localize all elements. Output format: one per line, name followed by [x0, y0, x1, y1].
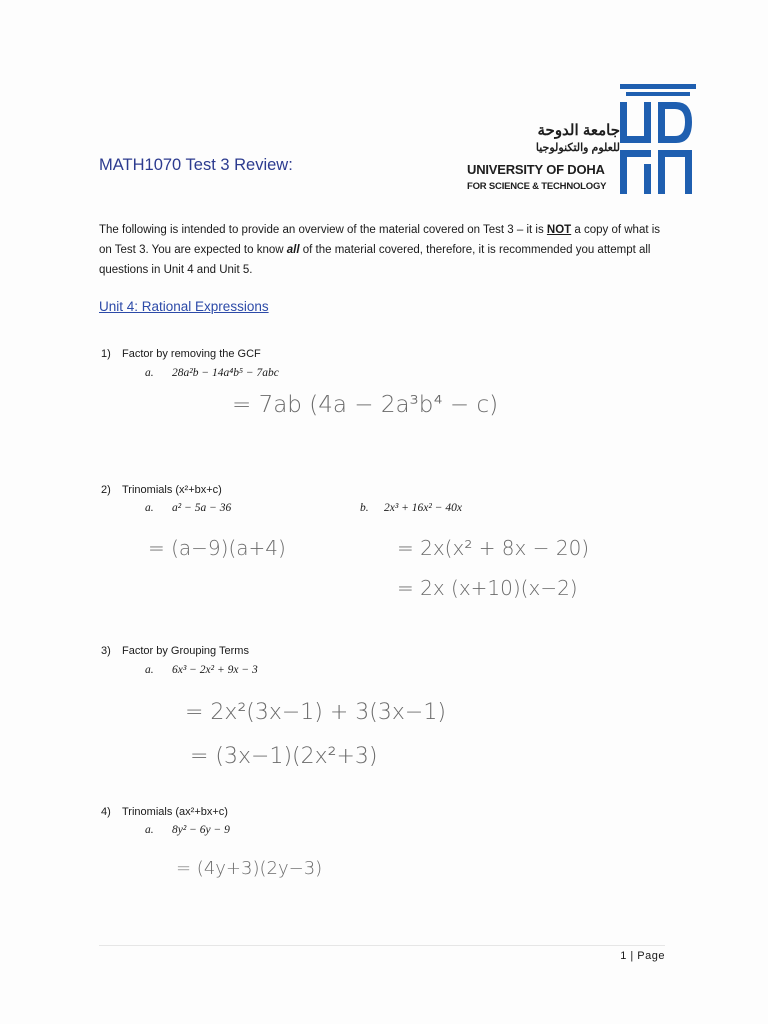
logo-arabic-name: جامعة الدوحة [537, 122, 620, 139]
unit-heading: Unit 4: Rational Expressions [99, 299, 269, 314]
question-1-number: 1) [101, 348, 111, 360]
page-number: 1 | Page [620, 950, 665, 962]
question-1a-expression: 28a²b − 14a⁴b⁵ − 7abc [172, 367, 279, 379]
question-2b-handwritten-step-1: = 2x(x² + 8x − 20) [397, 536, 590, 560]
question-4a-expression: 8y² − 6y − 9 [172, 824, 230, 836]
question-4-number: 4) [101, 806, 111, 818]
question-2a-expression: a² − 5a − 36 [172, 502, 232, 514]
question-3a-handwritten-step-1: = 2x²(3x−1) + 3(3x−1) [185, 700, 446, 725]
question-3a-handwritten-step-2: = (3x−1)(2x²+3) [190, 744, 378, 769]
question-2-title: Trinomials (x²+bx+c) [122, 484, 222, 496]
question-2b-expression: 2x³ + 16x² − 40x [384, 502, 462, 514]
question-3-title: Factor by Grouping Terms [122, 645, 249, 657]
question-1-title: Factor by removing the GCF [122, 348, 261, 360]
question-3a-label: a. [145, 664, 154, 676]
intro-text-3: of the material covered, therefore, it is recommended you attempt all questions in Unit 4 and Unit 5. [99, 244, 651, 276]
question-4-title: Trinomials (ax²+bx+c) [122, 806, 228, 818]
intro-emphasis-not: NOT [546, 224, 572, 236]
logo-arabic-subtitle: للعلوم والتكنولوجيا [535, 142, 620, 154]
page-title: MATH1070 Test 3 Review: [99, 156, 293, 174]
intro-text-1: The following is intended to provide an overview of the material covered on Test 3 – it is [99, 224, 547, 236]
question-3a-expression: 6x³ − 2x² + 9x − 3 [172, 664, 258, 676]
footer-divider [99, 945, 665, 946]
question-2-number: 2) [101, 484, 111, 496]
question-1a-label: a. [145, 367, 154, 379]
logo-english-name: UNIVERSITY OF DOHA [467, 162, 605, 177]
question-2b-label: b. [360, 502, 369, 514]
university-logo-icon [618, 84, 698, 200]
question-4a-handwritten-answer: = (4y+3)(2y−3) [176, 858, 323, 879]
intro-emphasis-all: all [286, 244, 300, 256]
logo-english-subtitle: FOR SCIENCE & TECHNOLOGY [467, 181, 607, 192]
question-3-number: 3) [101, 645, 111, 657]
intro-paragraph [99, 220, 665, 280]
question-2b-handwritten-step-2: = 2x (x+10)(x−2) [397, 576, 578, 600]
question-4a-label: a. [145, 824, 154, 836]
intro-text-2: a copy of what is on Test 3. You are expected to know [99, 224, 661, 256]
question-2a-handwritten-answer: = (a−9)(a+4) [148, 536, 286, 560]
question-1a-handwritten-answer: = 7ab (4a − 2a³b⁴ − c) [232, 392, 499, 418]
question-2a-label: a. [145, 502, 154, 514]
